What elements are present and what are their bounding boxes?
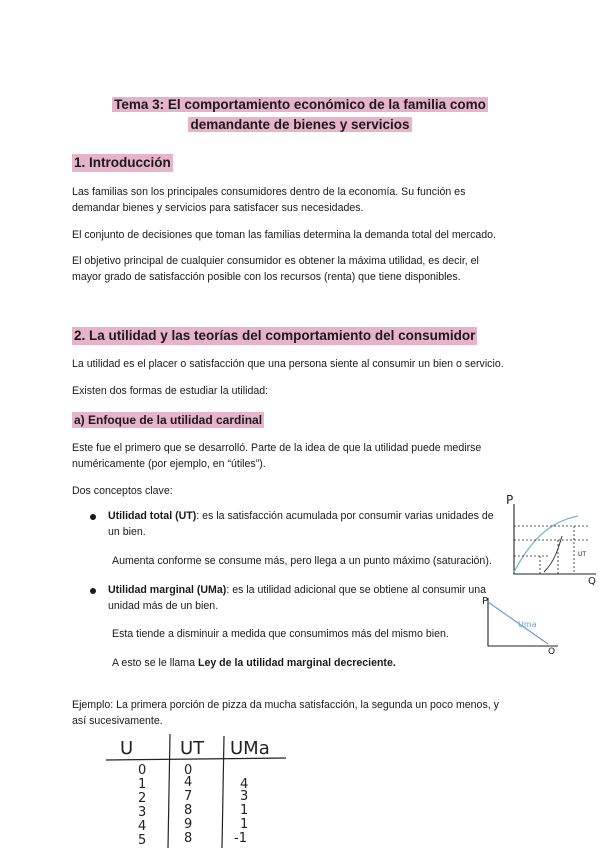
intro-p1-line2: demandar bienes y servicios para satisfacer sus necesidades. bbox=[72, 202, 364, 214]
utility-definition: La utilidad es el placer o satisfacción que una persona siente al consumir un bien o servicio. bbox=[72, 358, 504, 370]
intro-paragraph-3 bbox=[72, 253, 522, 285]
bullet-1-rest: : es la satisfacción acumulada por consumir varias unidades de bbox=[196, 510, 494, 522]
law-sentence bbox=[112, 655, 396, 671]
title-line-2: demandante de bienes y servicios bbox=[190, 117, 410, 132]
bullet-dot-1 bbox=[90, 514, 96, 520]
cardinal-subheading: a) Enfoque de la utilidad cardinal bbox=[74, 413, 263, 427]
law-name: Ley de la utilidad marginal decreciente. bbox=[197, 657, 396, 669]
bullet-1-line2: un bien. bbox=[108, 526, 146, 538]
pizza-example bbox=[72, 697, 532, 729]
title-line-1: Tema 3: El comportamiento económico de la familia como bbox=[114, 97, 486, 112]
bullet-dot-2 bbox=[90, 588, 96, 594]
marginal-utility-sketch bbox=[478, 594, 578, 654]
table-row-1-u: 1 bbox=[138, 777, 147, 792]
utility-table bbox=[104, 730, 294, 848]
intro-paragraph-1 bbox=[72, 184, 522, 216]
table-header-u: U bbox=[120, 738, 134, 759]
table-row-0-ut: 0 bbox=[184, 763, 193, 778]
page-title bbox=[0, 95, 600, 135]
intro-paragraph-2: El conjunto de decisiones que toman las familias determina la demanda total del mercado. bbox=[72, 229, 496, 241]
ut-axes bbox=[514, 504, 596, 574]
table-divider-2 bbox=[222, 736, 224, 848]
uma-label: Uma bbox=[518, 620, 537, 629]
ut-axis-q: Q bbox=[588, 576, 596, 587]
cardinal-line2: numéricamente (por ejemplo, en “útiles”). bbox=[72, 458, 266, 470]
bullet-total-utility bbox=[108, 508, 518, 540]
table-header-uma: UMa bbox=[230, 738, 270, 759]
table-row-3-uma: 1 bbox=[240, 803, 249, 818]
example-line1: Ejemplo: La primera porción de pizza da mucha satisfacción, la segunda un poco menos, y bbox=[72, 699, 499, 711]
total-utility-note: Aumenta conforme se consume más, pero llega a un punto máximo (saturación). bbox=[112, 555, 492, 567]
table-row-3-u: 3 bbox=[138, 805, 147, 820]
bullet-2-rest: : es la utilidad adicional que se obtiene al consumir una bbox=[226, 584, 487, 596]
bullet-marginal-utility bbox=[108, 582, 518, 614]
bullet-2-term: Utilidad marginal (UMa) bbox=[108, 584, 227, 596]
table-row-1-uma: 4 bbox=[240, 777, 249, 792]
uma-axis-q: Q bbox=[548, 647, 556, 654]
ut-secondary-curve bbox=[544, 536, 562, 572]
intro-p3-line2: mayor grado de satisfacción posible con los recursos (renta) que tiene disponibles. bbox=[72, 271, 461, 283]
table-row-2-uma: 3 bbox=[240, 789, 249, 804]
table-row-2-u: 2 bbox=[138, 791, 147, 806]
intro-p1-line1: Las familias son los principales consumidores dentro de la economía. Su función es bbox=[72, 186, 466, 198]
table-row-4-uma: 1 bbox=[240, 817, 249, 832]
table-row-3-ut: 8 bbox=[184, 803, 193, 818]
ut-label: UT bbox=[578, 551, 587, 558]
section-1-heading: 1. Introducción bbox=[74, 155, 171, 170]
two-ways-paragraph: Existen dos formas de estudiar la utilidad: bbox=[72, 385, 269, 397]
bullet-2-line2: unidad más de un bien. bbox=[108, 600, 219, 612]
table-row-5-u: 5 bbox=[138, 833, 147, 848]
cardinal-line1: Este fue el primero que se desarrolló. Parte de la idea de que la utilidad puede medirse bbox=[72, 442, 482, 454]
table-header-ut: UT bbox=[180, 738, 205, 759]
ut-guides bbox=[514, 526, 588, 556]
law-prefix: A esto se le llama bbox=[112, 657, 198, 669]
table-row-4-ut: 9 bbox=[184, 817, 193, 832]
bullet-1-term: Utilidad total (UT) bbox=[108, 510, 197, 522]
table-divider-1 bbox=[168, 734, 170, 848]
table-row-5-ut: 8 bbox=[184, 831, 193, 846]
ut-drop-lines bbox=[540, 526, 574, 574]
key-concepts-label: Dos conceptos clave: bbox=[72, 485, 173, 497]
example-line2: así sucesivamente. bbox=[72, 715, 163, 727]
ut-axis-p: P bbox=[506, 493, 514, 507]
table-row-0-u: 0 bbox=[138, 763, 147, 778]
intro-p3-line1: El objetivo principal de cualquier consumidor es obtener la máxima utilidad, es decir, el bbox=[72, 255, 479, 267]
table-row-1-ut: 4 bbox=[184, 775, 193, 790]
table-row-5-uma: -1 bbox=[234, 831, 247, 846]
uma-axis-p: P bbox=[482, 596, 489, 607]
ut-curve bbox=[514, 516, 578, 572]
total-utility-sketch bbox=[478, 492, 600, 592]
table-row-4-u: 4 bbox=[138, 819, 147, 834]
marginal-utility-note: Esta tiende a disminuir a medida que consumimos más del mismo bien. bbox=[112, 628, 449, 640]
table-row-2-ut: 7 bbox=[184, 789, 193, 804]
cardinal-paragraph bbox=[72, 440, 522, 472]
section-2-heading: 2. La utilidad y las teorías del comportamiento del consumidor bbox=[74, 328, 476, 343]
